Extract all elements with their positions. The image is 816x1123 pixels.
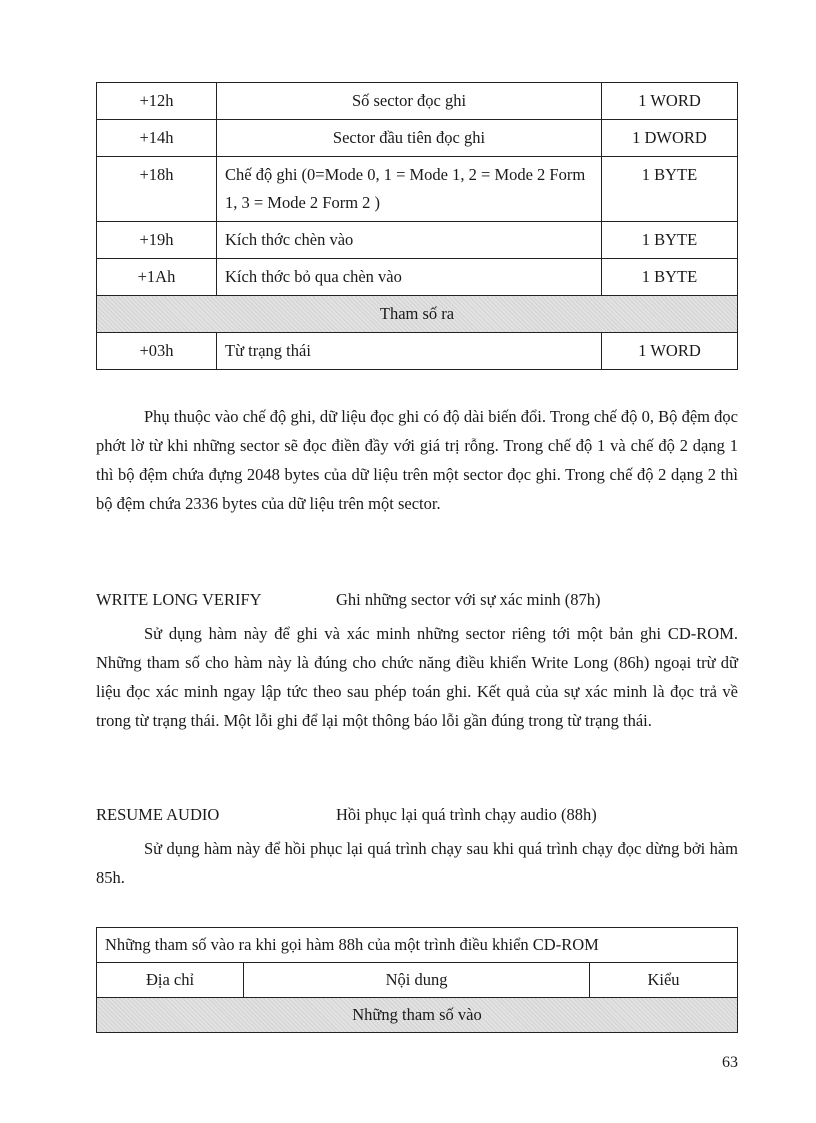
offset-cell: +14h [97,120,217,157]
content-cell: Kích thớc chèn vào [217,222,602,259]
type-cell: 1 BYTE [602,259,738,296]
table-header-row [97,963,738,998]
header-content: Nội dung [244,963,590,998]
section-heading [96,588,738,612]
type-cell: 1 BYTE [602,222,738,259]
parameter-table-resume-audio [96,927,738,1033]
table-row [97,333,738,370]
content-cell: Từ trạng thái [217,333,602,370]
body-paragraph: Phụ thuộc vào chế độ ghi, dữ liệu đọc ghi có độ dài biến đổi. Trong chế độ 0, Bộ đệm đọc phớt lờ từ khi những sector sẽ đọc điền đầy với giá trị rỗng. Trong chế độ 1 và chế độ 2 dạng 1 thì bộ đệm chứa đựng 2048 bytes của dữ liệu trên một sector đọc ghi. Trong chế độ 2 dạng 2 thì bộ đệm chứa 2336 bytes của dữ liệu trên một sector. [96,407,738,513]
command-description: Ghi những sector với sự xác minh (87h) [336,590,601,609]
type-cell: 1 WORD [602,83,738,120]
header-address: Địa chỉ [97,963,244,998]
page-number: 63 [722,1054,738,1071]
command-name: RESUME AUDIO [96,805,220,824]
section-heading [96,803,738,827]
content-cell: Chế độ ghi (0=Mode 0, 1 = Mode 1, 2 = Mode 2 Form 1, 3 = Mode 2 Form 2 ) [217,157,602,222]
offset-cell: +19h [97,222,217,259]
offset-cell: +18h [97,157,217,222]
command-description: Hồi phục lại quá trình chạy audio (88h) [336,805,597,824]
header-type: Kiểu [590,963,738,998]
offset-cell: +12h [97,83,217,120]
content-cell: Kích thớc bỏ qua chèn vào [217,259,602,296]
content-cell: Số sector đọc ghi [217,83,602,120]
table-row [97,120,738,157]
table-section-row [97,998,738,1033]
table-title: Những tham số vào ra khi gọi hàm 88h của một trình điều khiển CD-ROM [97,928,738,963]
table-title-row [97,928,738,963]
content-cell: Sector đầu tiên đọc ghi [217,120,602,157]
parameter-table-write-long [96,82,738,370]
section-header-input: Những tham số vào [97,998,738,1033]
table-row [97,259,738,296]
table-row [97,157,738,222]
section-header-output: Tham số ra [97,296,738,333]
offset-cell: +03h [97,333,217,370]
type-cell: 1 BYTE [602,157,738,222]
table-row [97,83,738,120]
body-paragraph: Sử dụng hàm này để ghi và xác minh những sector riêng tới một bản ghi CD-ROM. Những tham số cho hàm này là đúng cho chức năng điều khiển Write Long (86h) ngoại trừ dữ liệu đọc xác minh ngay lập tức theo sau phép toán ghi. Kết quả của sự xác minh là đọc trả về trong từ trạng thái. Một lỗi ghi để lại một thông báo lỗi gần đúng trong từ trạng thái. [96,624,738,730]
table-section-row [97,296,738,333]
type-cell: 1 DWORD [602,120,738,157]
table-row [97,222,738,259]
offset-cell: +1Ah [97,259,217,296]
body-paragraph: Sử dụng hàm này để hồi phục lại quá trình chạy sau khi quá trình chạy đọc dừng bởi hàm 85h. [96,839,738,887]
command-name: WRITE LONG VERIFY [96,590,262,609]
type-cell: 1 WORD [602,333,738,370]
